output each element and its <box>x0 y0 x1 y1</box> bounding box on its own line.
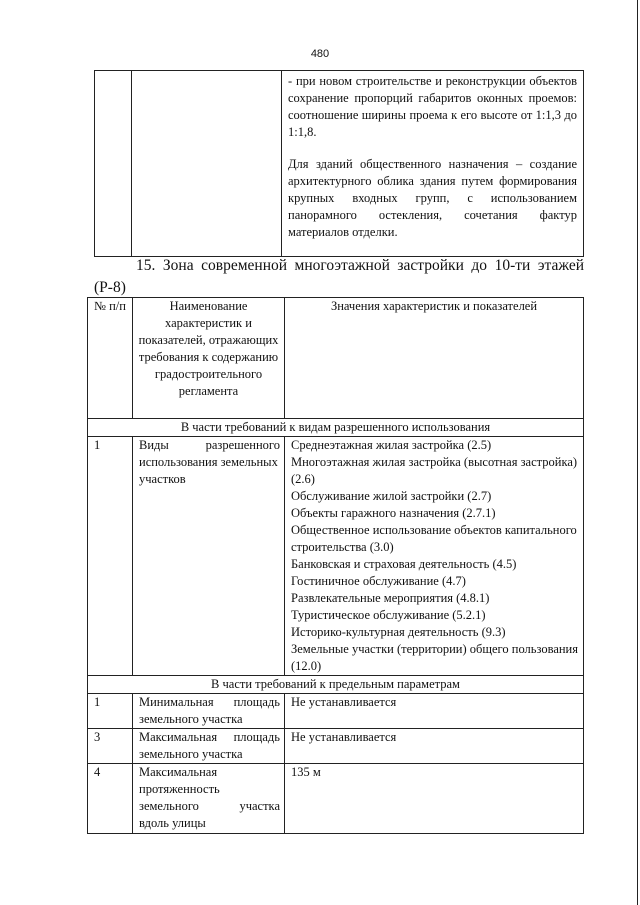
table-row <box>88 729 584 764</box>
list-item: Объекты гаражного назначения (2.7.1) <box>291 506 496 520</box>
list-item: Обслуживание жилой застройки (2.7) <box>291 489 492 503</box>
list-item: Гостиничное обслуживание (4.7) <box>291 574 466 588</box>
row-number: 1 <box>88 694 133 729</box>
zone-parameters-table <box>87 297 584 834</box>
header-values: Значения характеристик и показателей <box>285 298 584 419</box>
empty-cell <box>132 71 282 257</box>
list-item: Развлекательные мероприятия (4.8.1) <box>291 591 490 605</box>
page-number: 480 <box>310 48 330 60</box>
row-number: 1 <box>88 437 133 676</box>
list-item: Земельные участки (территории) общего пользования (12.0) <box>291 642 578 673</box>
table-row <box>88 694 584 729</box>
row-name-line: Минимальная площадь <box>139 695 280 709</box>
requirements-cell <box>282 71 584 257</box>
row-name-line: Виды разрешенного <box>139 438 280 452</box>
list-item: Многоэтажная жилая застройка (высотная застройка) (2.6) <box>291 455 578 486</box>
row-value: Не устанавливается <box>285 729 584 764</box>
row-name <box>133 694 285 729</box>
table-row <box>88 437 584 676</box>
row-name-line: земельного участка <box>139 799 280 813</box>
section-title-limit-params: В части требований к предельным параметрам <box>88 676 584 694</box>
top-table-continuation <box>94 70 584 257</box>
row-name-line: Максимальная площадь <box>139 730 280 744</box>
header-name: Наименование характеристик и показателей, отражающих требования к содержанию градостроительного регламента <box>133 298 285 419</box>
table-row <box>88 764 584 834</box>
list-item: Среднеэтажная жилая застройка (2.5) <box>291 438 492 452</box>
section-title-permitted-use: В части требований к видам разрешенного использования <box>88 419 584 437</box>
list-item: Банковская и страховая деятельность (4.5) <box>291 557 517 571</box>
table-row <box>95 71 584 257</box>
row-number: 4 <box>88 764 133 834</box>
row-number: 3 <box>88 729 133 764</box>
requirements-paragraph: - при новом строительстве и реконструкции объектов сохранение пропорций габаритов оконных проемов: соотношение ширины проема к его высоте от 1:1,3 до 1:1,8. <box>288 74 577 139</box>
section-heading: 15. Зона современной многоэтажной застройки до 10-ти этажей (Р-8) <box>94 257 584 296</box>
row-name <box>133 764 285 834</box>
row-name <box>133 437 285 676</box>
row-name-line: использования земельных участков <box>139 455 278 486</box>
row-name-line: земельного участка <box>139 712 243 726</box>
list-item: Историко-культурная деятельность (9.3) <box>291 625 506 639</box>
header-num: № п/п <box>88 298 133 419</box>
row-value: Не устанавливается <box>285 694 584 729</box>
section-row <box>88 419 584 437</box>
requirements-paragraph: Для зданий общественного назначения – создание архитектурного облика здания путем формирования крупных входных групп, с использованием панорамного остекления, сочетания фактур материалов отделки. <box>288 157 577 239</box>
table-header-row <box>88 298 584 419</box>
row-name-line: вдоль улицы <box>139 816 206 830</box>
row-name-line: земельного участка <box>139 747 243 761</box>
row-value: 135 м <box>285 764 584 834</box>
list-item: Общественное использование объектов капитального строительства (3.0) <box>291 523 577 554</box>
empty-cell <box>95 71 132 257</box>
row-name <box>133 729 285 764</box>
section-row <box>88 676 584 694</box>
permitted-uses-list <box>285 437 584 676</box>
list-item: Туристическое обслуживание (5.2.1) <box>291 608 486 622</box>
row-name-line: Максимальная протяженность <box>139 765 220 796</box>
page-edge-line <box>637 0 638 905</box>
